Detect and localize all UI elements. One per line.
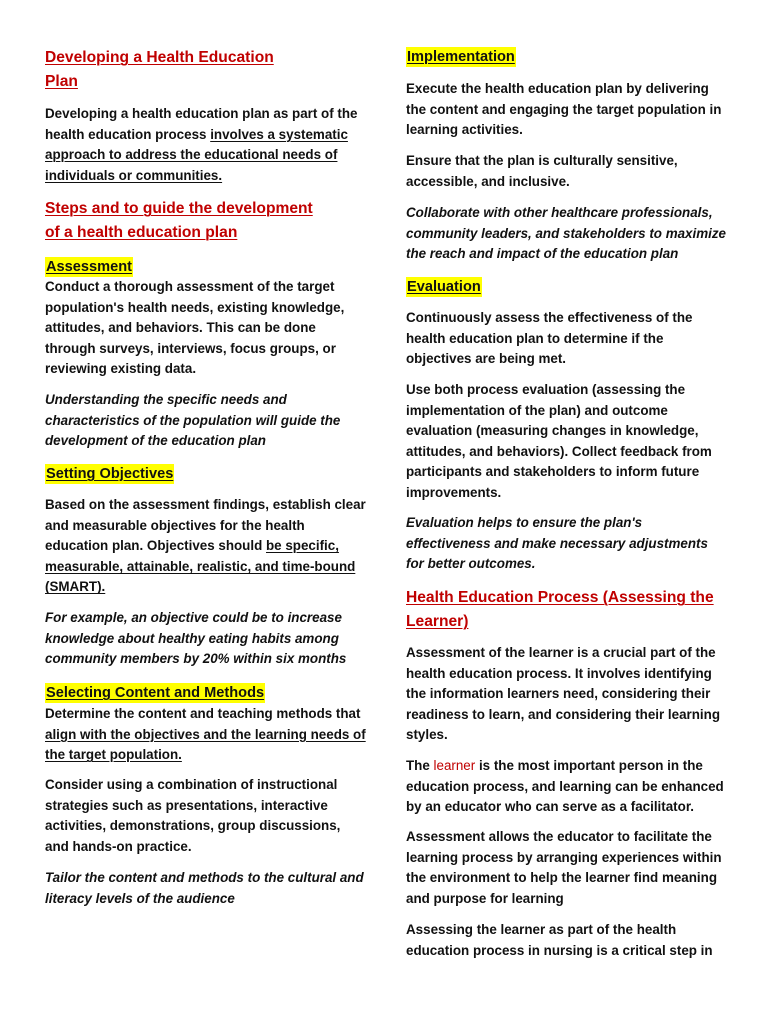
evaluation-note: Evaluation helps to ensure the plan's effectiveness and make necessary adjustments for better outcomes.: [406, 515, 708, 572]
assessment-paragraph: Conduct a thorough assessment of the target population's health needs, existing knowledge, attitudes, and behaviors. This can be done through surveys, interviews, focus groups, or reviewing existing data.: [45, 279, 345, 377]
content-heading: Selecting Content and Methods: [46, 685, 265, 701]
content-heading-wrap: [45, 683, 367, 703]
implementation-note: Collaborate with other healthcare professionals, community leaders, and stakeholders to maximize the reach and impact of the education plan: [406, 205, 726, 262]
implementation-paragraph: Execute the health education plan by delivering the content and engaging the target population in learning activities.: [406, 81, 722, 138]
objectives-heading-wrap: [45, 464, 367, 484]
evaluation-paragraph-2: Use both process evaluation (assessing the implementation of the plan) and outcome evaluation (measuring changes in knowledge, attitudes, and behaviors). Collect feedback from participants and stakeholders to inform future improvements.: [406, 382, 712, 500]
implementation-heading: Implementation: [407, 49, 515, 65]
evaluation-heading-wrap: [406, 277, 728, 297]
objectives-heading: Setting Objectives: [46, 466, 174, 482]
learner-highlight: learner: [433, 758, 476, 773]
implementation-heading-wrap: [406, 47, 728, 67]
content-note: Tailor the content and methods to the cultural and literacy levels of the audience: [45, 870, 364, 906]
intro-paragraph: Developing a health education plan as part of the health education process involves a systematic approach to address the educational needs of individuals or communities.: [45, 106, 358, 183]
hep-heading: Health Education Process (Assessing the Learner): [406, 589, 714, 630]
document-title: Developing a Health Education Plan: [45, 49, 274, 90]
evaluation-heading: Evaluation: [407, 279, 481, 295]
evaluation-paragraph: Continuously assess the effectiveness of the health education plan to determine if the objectives are being met.: [406, 310, 693, 367]
steps-heading: Steps and to guide the development of a health education plan: [45, 200, 313, 241]
objectives-example: For example, an objective could be to increase knowledge about healthy eating habits among community members by 20% within six months: [45, 610, 347, 667]
hep-paragraph-4: Assessing the learner as part of the health education process in nursing is a critical step in: [406, 922, 713, 958]
implementation-paragraph-2: Ensure that the plan is culturally sensitive, accessible, and inclusive.: [406, 153, 678, 189]
content-paragraph-2: Consider using a combination of instructional strategies such as presentations, interactive activities, demonstrations, group discussions, and hands-on practice.: [45, 777, 341, 854]
content-paragraph: Determine the content and teaching methods that align with the objectives and the learning needs of the target population.: [45, 706, 366, 763]
assessment-note: Understanding the specific needs and characteristics of the population will guide the development of the education plan: [45, 392, 341, 449]
hep-paragraph-2: The learner is the most important person in the education process, and learning can be enhanced by an educator who can serve as a facilitator.: [406, 758, 724, 815]
hep-paragraph: Assessment of the learner is a crucial part of the health education process. It involves identifying the information learners need, considering their readiness to learn, and considering their learning styles.: [406, 645, 721, 743]
objectives-paragraph: Based on the assessment findings, establish clear and measurable objectives for the health education plan. Objectives should be specific, measurable, attainable, realistic, and time-bound (SMART).: [45, 497, 366, 595]
assessment-heading-wrap: [45, 257, 367, 277]
assessment-heading: Assessment: [46, 259, 132, 275]
hep-paragraph-3: Assessment allows the educator to facilitate the learning process by arranging experiences within the environment to help the learner find meaning and purpose for learning: [406, 829, 722, 906]
